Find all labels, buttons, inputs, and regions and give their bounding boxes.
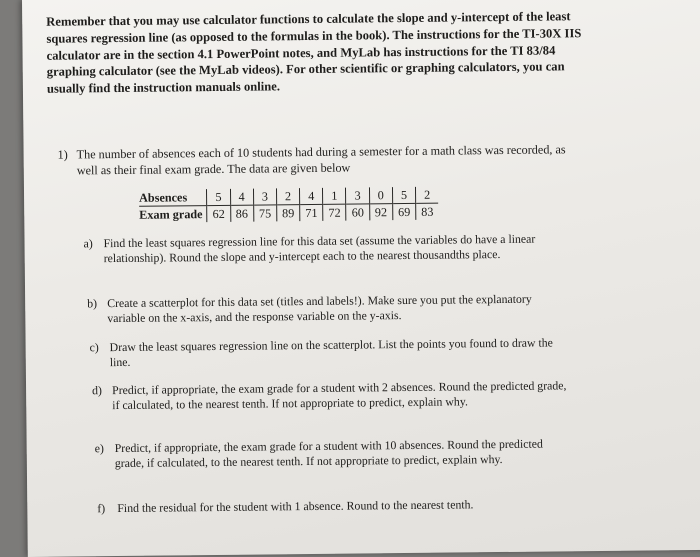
part-label: d) (92, 383, 102, 398)
grade-cell: 69 (392, 203, 415, 220)
grade-cell: 62 (207, 205, 230, 222)
part-label: a) (83, 236, 93, 251)
grade-cell: 86 (230, 205, 253, 222)
absences-cell: 2 (415, 187, 438, 204)
part-label: c) (89, 340, 99, 355)
absences-cell: 3 (346, 187, 369, 204)
absences-cell: 3 (253, 188, 276, 205)
absences-cell: 2 (276, 188, 299, 205)
part-label: b) (87, 296, 98, 311)
absences-cell: 5 (207, 189, 230, 206)
absences-cell: 4 (230, 189, 253, 206)
part-text: Find the least squares regression line for this data set (assume the variables do have a linear relationship). Round the slope and y-intercept each to the nearest thousandths place. (103, 231, 536, 266)
grade-cell: 75 (253, 205, 276, 222)
part-f (97, 496, 577, 516)
part-label: f) (97, 501, 106, 516)
question-1 (58, 141, 568, 178)
absences-cell: 0 (369, 187, 392, 204)
grade-cell: 72 (323, 204, 346, 221)
grade-cell: 89 (277, 205, 300, 222)
absences-cell: 4 (300, 188, 323, 205)
row-label-absences: Absences (139, 189, 207, 206)
grade-cell: 83 (416, 203, 439, 220)
grade-cell: 60 (346, 204, 369, 221)
question-text: The number of absences each of 10 students had during a semester for a math class was recorded, as well as their final exam grade. The data are given below (76, 142, 566, 178)
worksheet-page (22, 0, 700, 557)
data-table (139, 187, 439, 223)
part-d (92, 378, 572, 413)
grade-cell: 92 (369, 204, 392, 221)
part-e (95, 436, 575, 471)
part-text: Draw the least squares regression line on the scatterplot. List the points you found to draw the line. (109, 335, 553, 370)
part-label: e) (94, 441, 104, 456)
part-c (90, 335, 570, 370)
absences-cell: 5 (392, 187, 415, 204)
question-number: 1) (57, 147, 68, 162)
grade-cell: 71 (300, 204, 323, 221)
part-b (87, 291, 567, 326)
part-text: Find the residual for the student with 1 absence. Round to the nearest tenth. (117, 497, 474, 516)
absences-cell: 1 (323, 188, 346, 205)
row-label-exam-grade: Exam grade (139, 207, 203, 222)
part-text: Predict, if appropriate, the exam grade for a student with 10 absences. Round the predicted grade, if calculated, to the nearest tenth. If not appropriate to predict, explain why. (114, 436, 543, 471)
part-a (83, 231, 563, 266)
part-text: Predict, if appropriate, the exam grade for a student with 2 absences. Round the predicted grade, if calculated, to the nearest tenth. If not appropriate to predict, explain why. (112, 378, 567, 413)
instructions-paragraph: Remember that you may use calculator functions to calculate the slope and y-intercept of the least squares regression line (as opposed to the formulas in the book). The instructions for the TI-30X IIS calculator are in the section 4.1 PowerPoint notes, and MyLab has instructions for the TI 83/84 graphing calculator (see the MyLab videos). For other scientific or graphing calculators, you can usually find the instruction manuals online. (46, 9, 582, 96)
exam-grade-row (139, 203, 438, 223)
part-text: Create a scatterplot for this data set (titles and labels!). Make sure you put the explanatory variable on the x-axis, and the response variable on the y-axis. (107, 291, 532, 326)
